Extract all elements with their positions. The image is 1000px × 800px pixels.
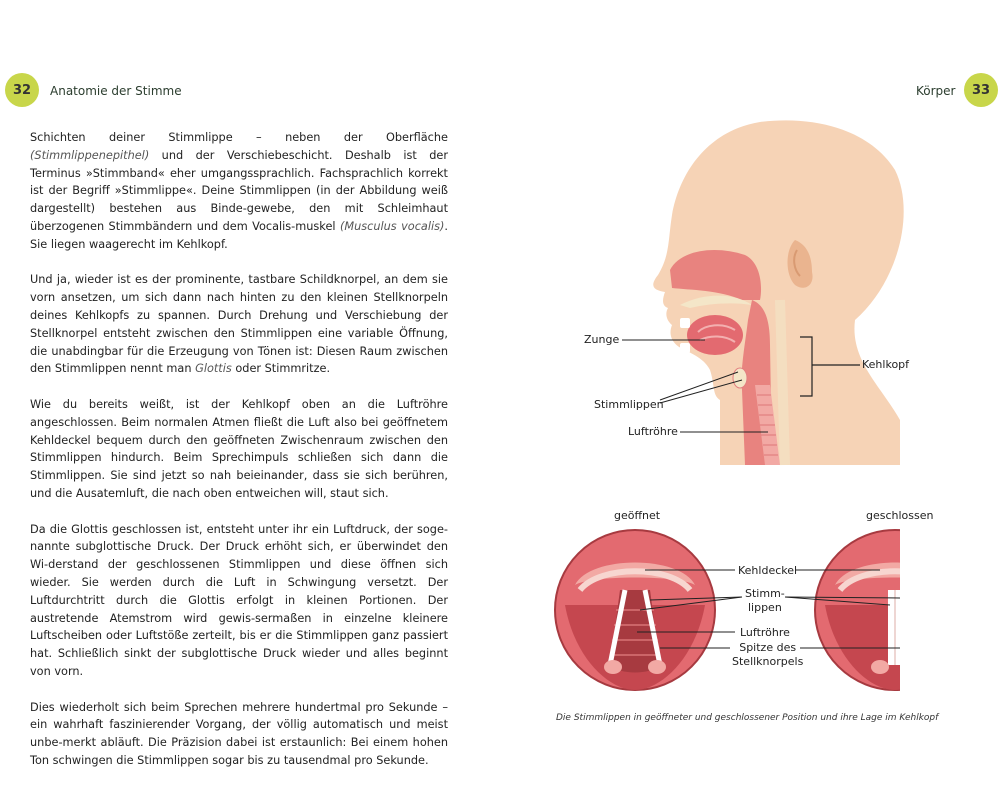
larynx (733, 368, 747, 388)
label-stimmlippen: Stimmlippen (594, 398, 664, 411)
label-stimmlippen-split: Stimm- lippen (745, 587, 785, 614)
page-number-left: 32 (5, 73, 39, 107)
glottis-diagrams (550, 525, 900, 695)
running-head-left: Anatomie der Stimme (50, 84, 182, 98)
running-head-right: Körper (916, 84, 956, 98)
paragraph-5: Dies wiederholt sich beim Sprechen mehrere hundertmal pro Sekunde – ein wahrhaft faszinierender Vorgang, der völlig automatisch und meist unbe-merkt abläuft. Die Präzision dabei ist erstaunlich: Bei einem hohen Ton schwingen die Stimmlippen sogar bis zu tausendmal pro Sekunde. (30, 700, 448, 767)
glottis-open (555, 530, 715, 690)
page-number-right: 33 (964, 73, 998, 107)
label-luftroehre: Luftröhre (628, 425, 678, 438)
paragraph-4: Da die Glottis geschlossen ist, entsteht unter ihr ein Luftdruck, der soge-nannte subglottische Druck. Der Druck erhöht sich, er überwindet den Wi-derstand der geschlossenen Stimmlippen und diese öffnen sich wieder. Sie werden durch die Luft in Schwingung versetzt. Der Luftdurchtritt durch die Glottis erfolgt in kleinen Portionen. Der austretende Atemstrom wird gewis-sermaßen in einzelne kleinere Luftscheiben oder Luftstöße zerteilt, bis er die Stimmlippen ganz passiert hat. Schließlich sinkt der subglottische Druck wieder und alles beginnt von vorn. (30, 522, 448, 678)
head-illustration (560, 120, 1000, 470)
figure-caption: Die Stimmlippen in geöffneter und geschlossener Position und ihre Lage im Kehlkopf (556, 713, 939, 723)
label-luftroehre-2: Luftröhre (740, 626, 790, 639)
paragraph-2: Und ja, wieder ist es der prominente, tastbare Schildknorpel, an dem sie vorn ansetzen, um sich dann nach hinten zu den kleinen Stellknorpeln deines Kehlkopfs zu spannen. Durch Drehung und Verschiebung der Stellknorpel entsteht zwischen den Stimmlippen eine variable Öffnung, die unabdingbar für die Erzeugung von Tönen ist: Diesen Raum zwischen den Stimmlippen nennt man Glottis oder Stimmritze. (30, 273, 448, 376)
label-kehldeckel: Kehldeckel (738, 564, 798, 577)
tongue (687, 315, 743, 355)
label-geschlossen: geschlossen (866, 509, 934, 522)
paragraph-1: Schichten deiner Stimmlippe – neben der Oberfläche (Stimmlippenepithel) und der Verschiebeschicht. Deshalb ist der Terminus »Stimmband« eher umgangssprachlich. Fachsprachlich korrekt ist der Begriff »Stimmlippe«. Deine Stimmlippen (in der Abbildung weiß dargestellt) bestehen aus Binde-gewebe, den mit Schleimhaut überzogenen Stimmbändern und dem Vocalis-muskel (Musculus vocalis). Sie liegen waagerecht im Kehlkopf. (30, 131, 448, 251)
label-zunge: Zunge (584, 333, 620, 346)
paragraph-3: Wie du bereits weißt, ist der Kehlkopf oben an die Luftröhre angeschlossen. Beim normalen Atmen fließt die Luft also bei geöffnetem Kehldeckel bequem durch den geöffneten Zwischenraum zwischen den Stimmlippen hindurch. Beim Sprechimpuls schließen sich dann die Stimmlippen. Sie sind jetzt so nah beieinander, dass sie sich berühren, und die Ausatemluft, die nach oben entweichen will, staut sich. (30, 397, 448, 500)
body-text (30, 129, 448, 787)
label-kehlkopf: Kehlkopf (862, 358, 910, 371)
label-geoeffnet: geöffnet (614, 509, 661, 522)
glottis-closed (815, 530, 900, 690)
label-spitze-stellknorpel: Spitze des Stellknorpels (732, 641, 804, 668)
